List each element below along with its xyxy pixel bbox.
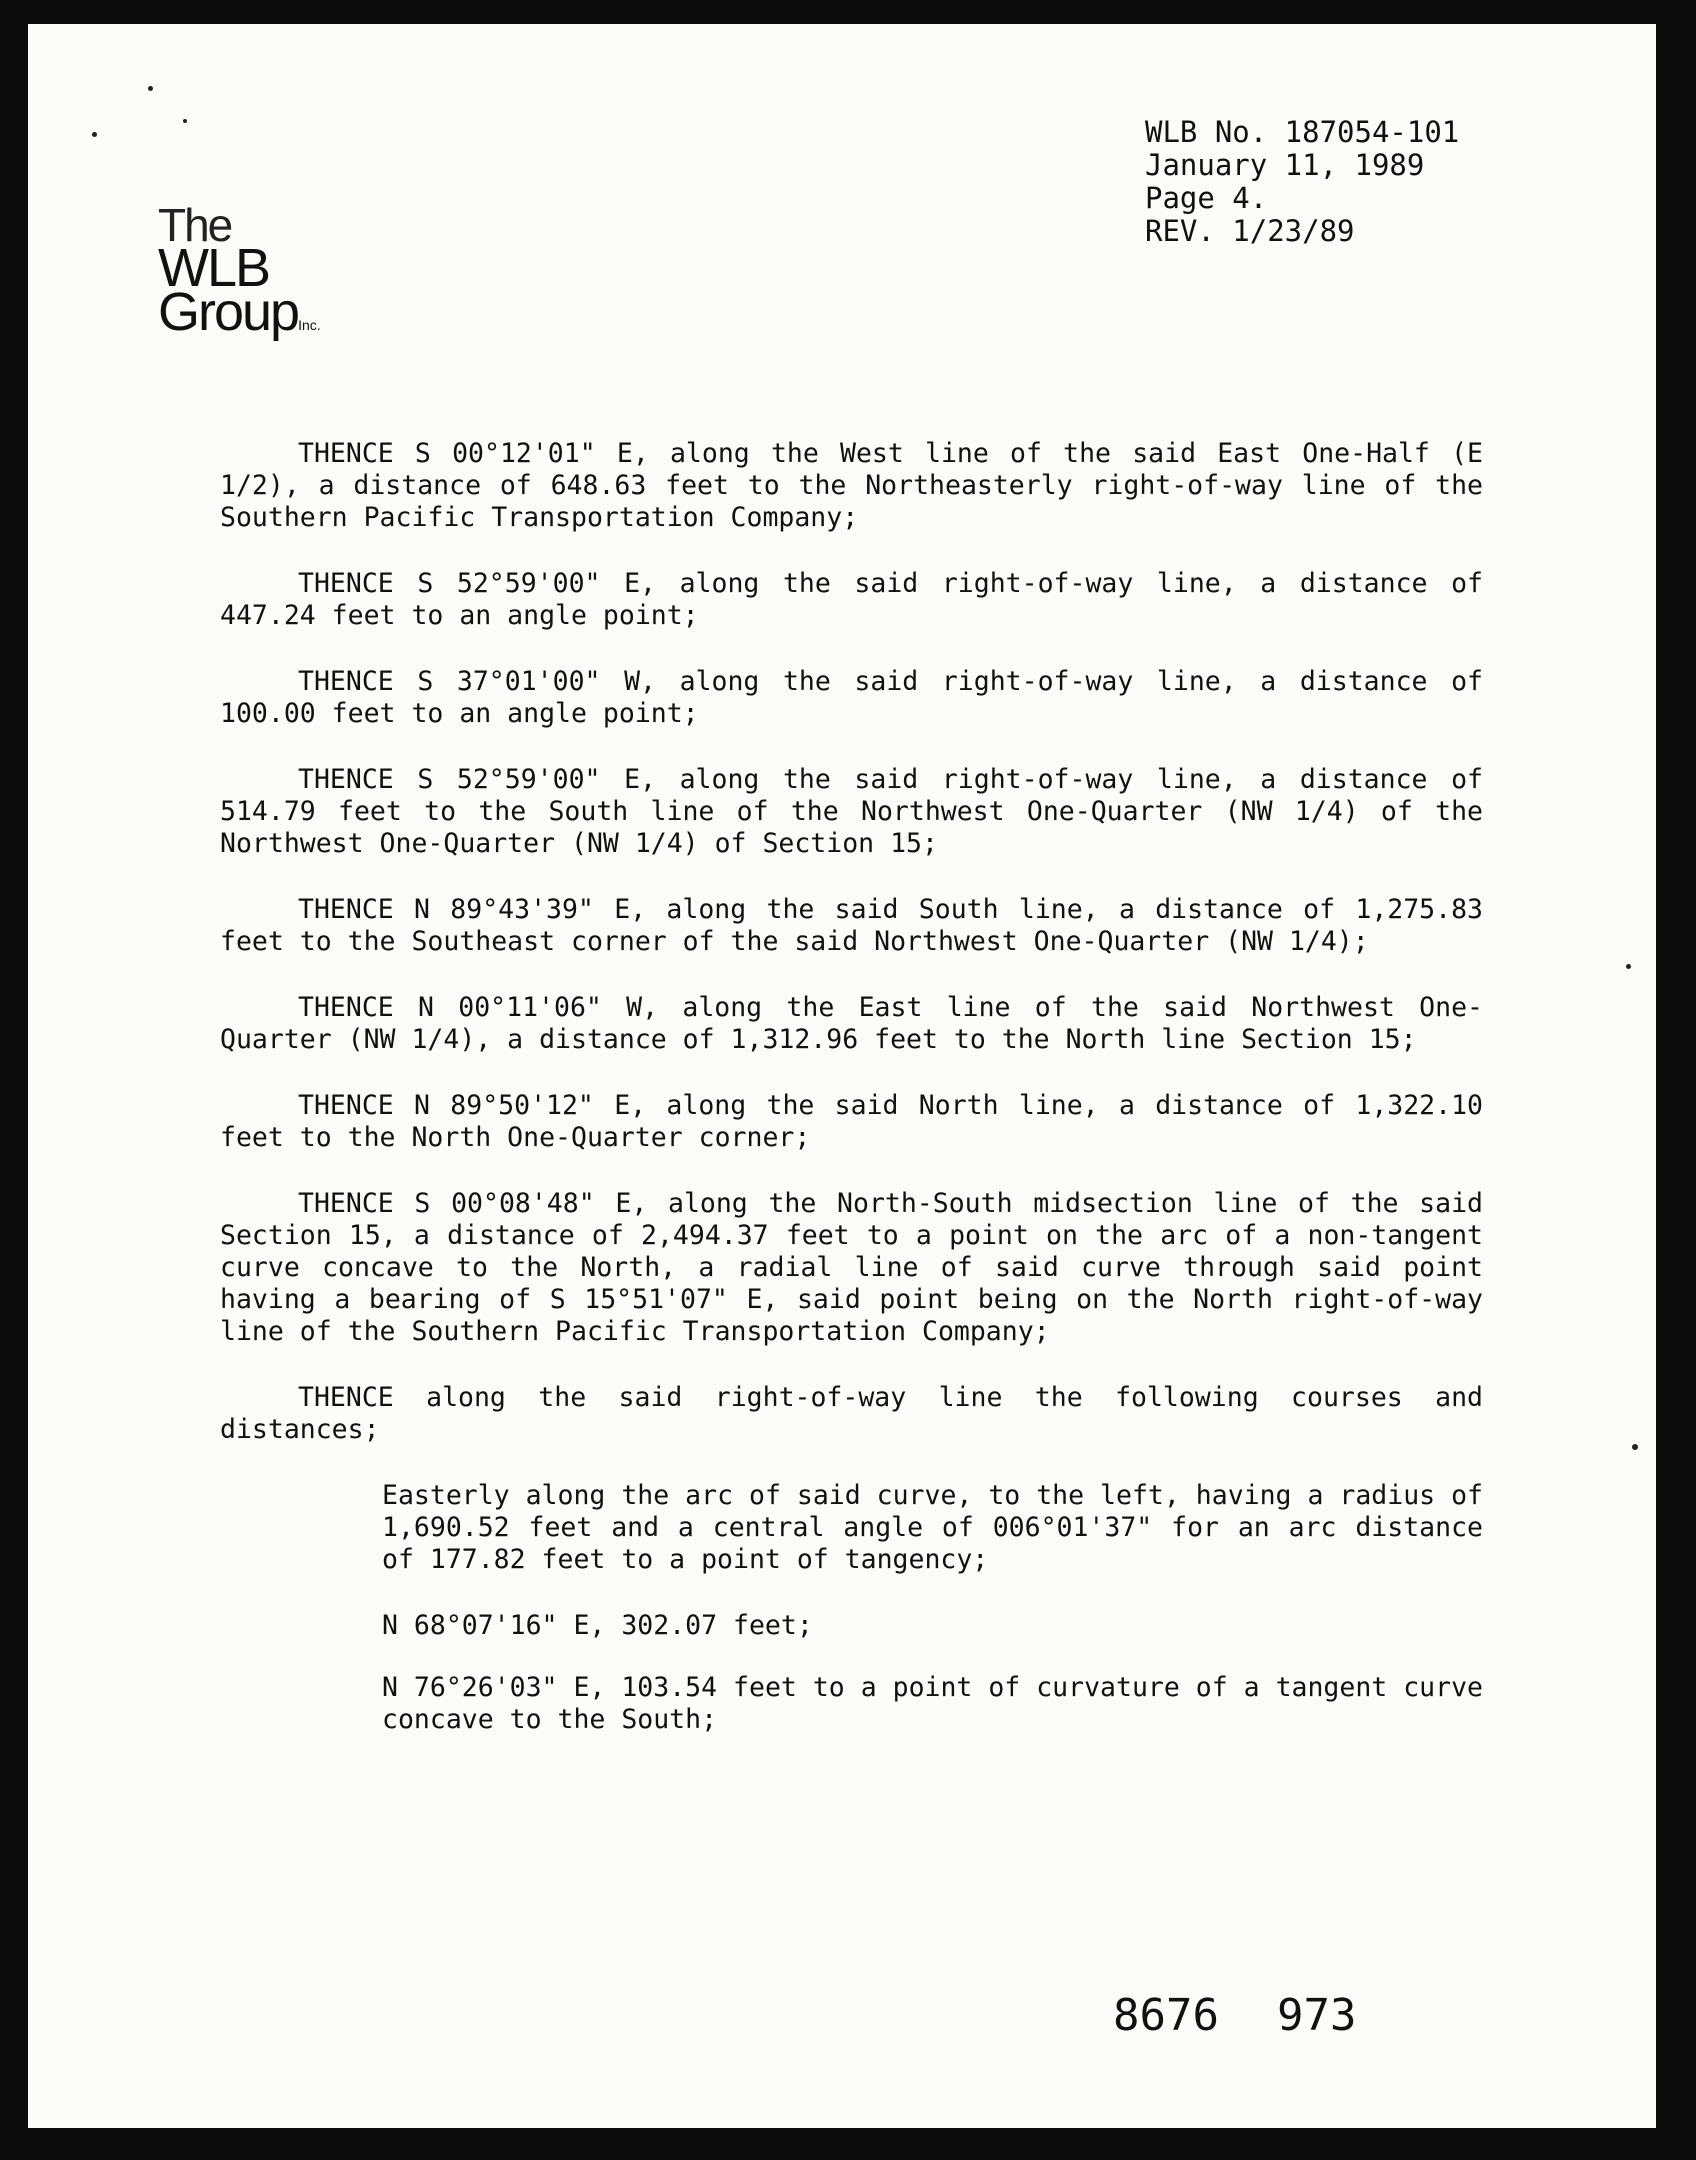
wlb-number: WLB No. 187054-101	[1145, 115, 1460, 149]
wlb-group-logo	[158, 199, 321, 347]
course-paragraph-9: THENCE along the said right-of-way line the following courses and distances;	[220, 1382, 1483, 1445]
legal-description	[220, 438, 1483, 1770]
course-paragraph-1: THENCE S 00°12'01" E, along the West line of the said East One-Half (E 1/2), a distance of 648.63 feet to the Northeasterly right-of-way line of the Southern Pacific Transportation Company;	[220, 438, 1483, 533]
control-number-2: 973	[1276, 1990, 1357, 2041]
course-paragraph-6: THENCE N 00°11'06" W, along the East line of the said Northwest One-Quarter (NW 1/4), a distance of 1,312.96 feet to the North line Section 15;	[220, 992, 1483, 1055]
document-page	[28, 24, 1656, 2128]
logo-line-the: The	[158, 199, 232, 251]
scan-speck	[1626, 964, 1631, 969]
course-paragraph-5: THENCE N 89°43'39" E, along the said South line, a distance of 1,275.83 feet to the Southeast corner of the said Northwest One-Quarter (NW 1/4);	[220, 894, 1483, 957]
course-paragraph-2: THENCE S 52°59'00" E, along the said right-of-way line, a distance of 447.24 feet to an angle point;	[220, 568, 1483, 631]
sub-course-1: Easterly along the arc of said curve, to the left, having a radius of 1,690.52 feet and a central angle of 006°01'37" for an arc distance of 177.82 feet to a point of tangency;	[382, 1480, 1483, 1575]
course-paragraph-8: THENCE S 00°08'48" E, along the North-South midsection line of the said Section 15, a distance of 2,494.37 feet to a point on the arc of a non-tangent curve concave to the North, a radial line of said curve through said point having a bearing of S 15°51'07" E, said point being on the North right-of-way line of the Southern Pacific Transportation Company;	[220, 1188, 1483, 1347]
scan-speck	[183, 119, 187, 123]
page-number: Page 4.	[1145, 181, 1268, 215]
logo-line-wlb: WLB	[158, 238, 270, 298]
scan-speck	[92, 132, 97, 137]
revision-date: REV. 1/23/89	[1145, 214, 1355, 248]
scan-speck	[148, 86, 153, 91]
document-control-number	[1113, 1990, 1356, 2041]
document-header	[1145, 116, 1459, 248]
logo-suffix: Inc.	[298, 317, 321, 333]
course-paragraph-7: THENCE N 89°50'12" E, along the said North line, a distance of 1,322.10 feet to the North One-Quarter corner;	[220, 1090, 1483, 1153]
document-date: January 11, 1989	[1145, 148, 1425, 182]
course-paragraph-3: THENCE S 37°01'00" W, along the said right-of-way line, a distance of 100.00 feet to an angle point;	[220, 666, 1483, 729]
sub-course-2: N 68°07'16" E, 302.07 feet;	[382, 1610, 813, 1641]
sub-course-3: N 76°26'03" E, 103.54 feet to a point of curvature of a tangent curve concave to the South;	[382, 1672, 1483, 1735]
logo-word-group: Group	[158, 282, 299, 342]
course-paragraph-4: THENCE S 52°59'00" E, along the said right-of-way line, a distance of 514.79 feet to the South line of the Northwest One-Quarter (NW 1/4) of the Northwest One-Quarter (NW 1/4) of Section 15;	[220, 764, 1483, 859]
logo-line-group	[158, 282, 321, 347]
control-number-1: 8676	[1113, 1990, 1219, 2041]
scan-speck	[1632, 1444, 1638, 1450]
